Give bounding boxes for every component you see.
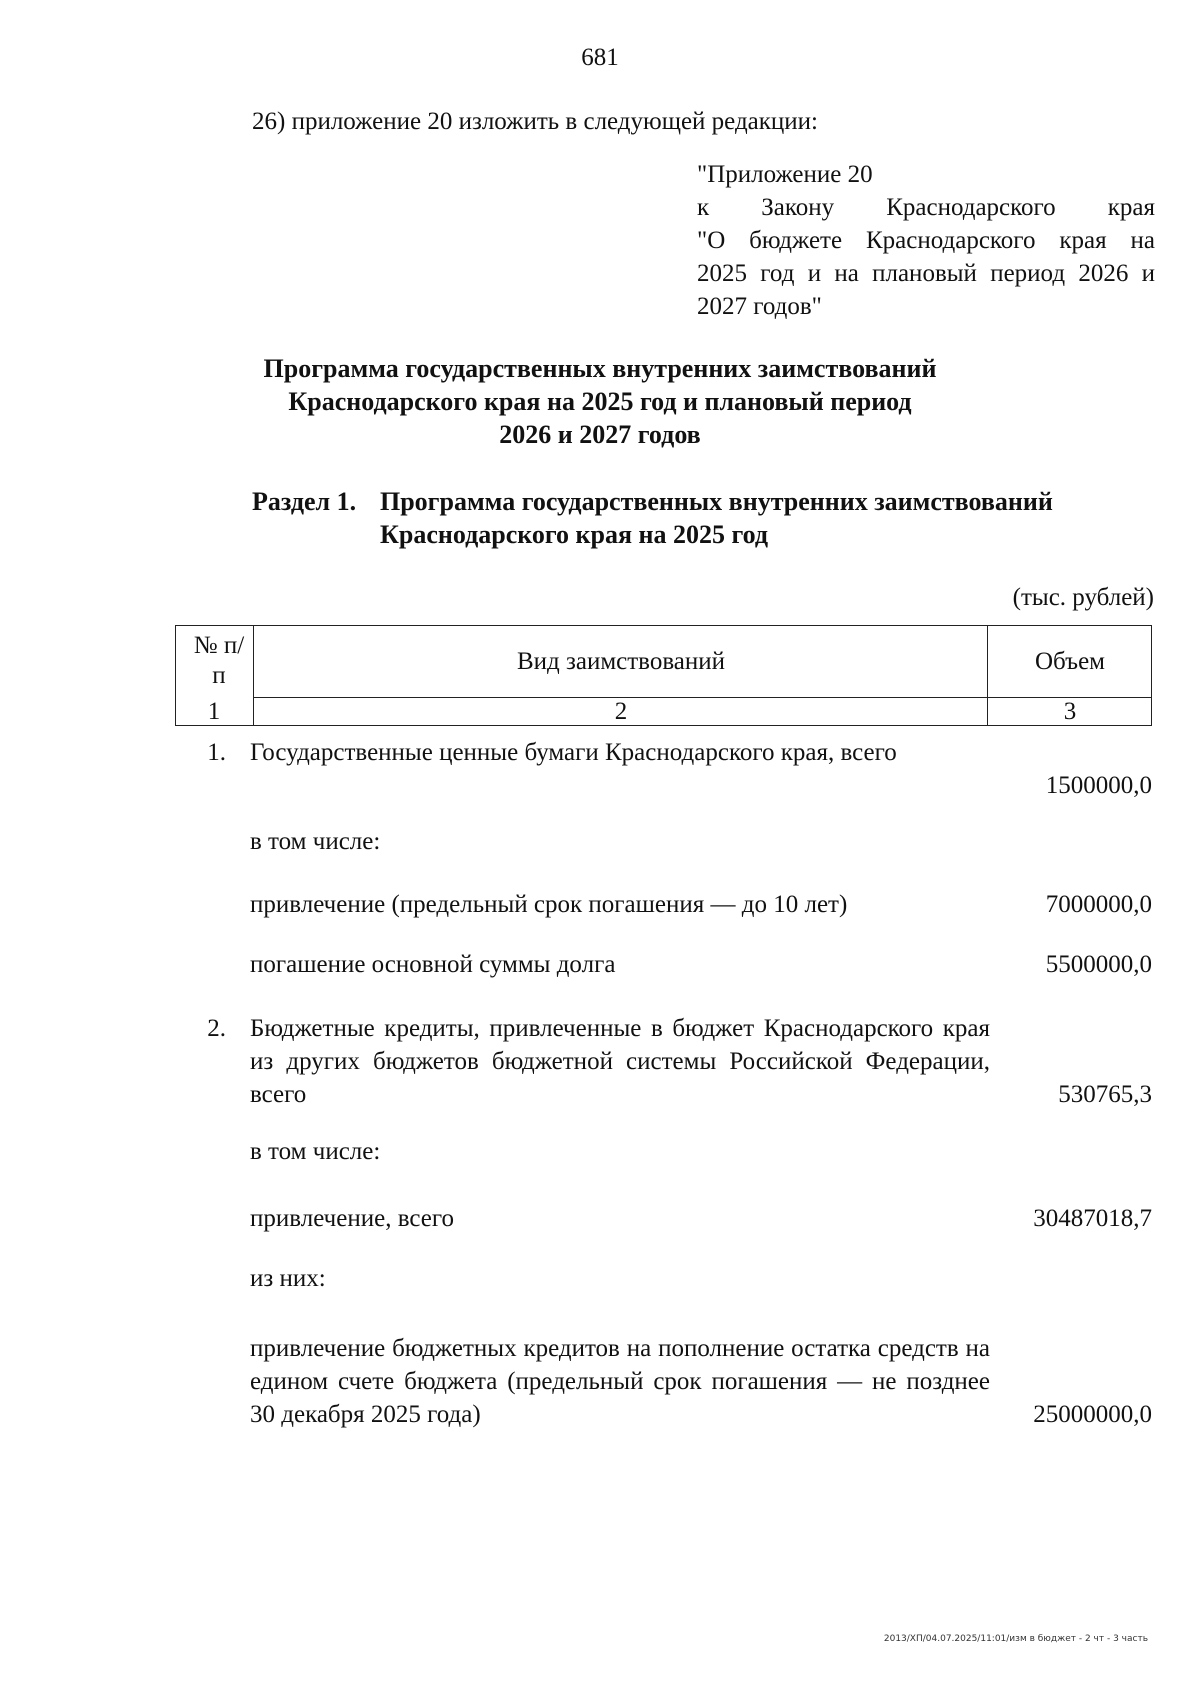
unit-label: (тыс. рублей): [1012, 584, 1154, 611]
row-text: из них:: [250, 1265, 326, 1292]
row-value: 1500000,0: [1045, 772, 1152, 799]
header-index-1: 1: [207, 698, 221, 725]
header-col-volume: Объем: [1035, 648, 1105, 675]
row-text: погашение основной суммы долга: [250, 951, 616, 978]
row-value: 530765,3: [1058, 1081, 1152, 1108]
section-label: Раздел 1.: [252, 487, 357, 516]
appendix-line: 2027 годов": [697, 293, 822, 320]
appendix-line: 2025 год и на плановый период 2026 и: [697, 260, 1155, 287]
header-divider: [253, 625, 254, 726]
appendix-line: "Приложение 20: [697, 161, 873, 188]
row-text: привлечение, всего: [250, 1205, 454, 1232]
row-value: 30487018,7: [1033, 1205, 1152, 1232]
footer-reference: 2013/XП/04.07.2025/11:01/изм в бюджет - 2 чт - 3 часть: [883, 1634, 1148, 1644]
row-value: 5500000,0: [1045, 951, 1152, 978]
appendix-header: [697, 158, 1155, 323]
header-index-3: 3: [1063, 698, 1077, 725]
row-text: в том числе:: [250, 1138, 381, 1165]
header-border-right: [1151, 625, 1152, 726]
intro-paragraph: 26) приложение 20 изложить в следующей редакции:: [252, 108, 818, 135]
header-col-number: № п/п: [193, 632, 245, 689]
header-col-type: Вид заимствований: [516, 648, 726, 675]
section-title: [380, 485, 1140, 551]
header-index-2: 2: [614, 698, 628, 725]
document-title: [0, 352, 1200, 451]
appendix-line: "О бюджете Краснодарского края на: [697, 227, 1155, 254]
section-title-line: Программа государственных внутренних заимствований: [380, 487, 1053, 516]
row-text: Государственные ценные бумаги Краснодарского края, всего: [250, 739, 897, 766]
header-border-top: [175, 625, 1152, 626]
row-value: 25000000,0: [1033, 1401, 1152, 1428]
table-header: [175, 625, 1152, 728]
page-number: 681: [581, 44, 619, 71]
row-text: в том числе:: [250, 828, 381, 855]
row-text: привлечение бюджетных кредитов на пополнение остатка средств на едином счете бюджета (предельный срок погашения — не позднее 30 декабря 2025 года): [250, 1335, 990, 1428]
row-text: привлечение (предельный срок погашения — до 10 лет): [250, 891, 848, 918]
title-line: 2026 и 2027 годов: [499, 420, 701, 449]
header-divider: [987, 625, 988, 726]
title-line: Краснодарского края на 2025 год и плановый период: [288, 387, 912, 416]
row-number: 2.: [207, 1015, 226, 1042]
row-text: Бюджетные кредиты, привлеченные в бюджет Краснодарского края из других бюджетов бюджетной системы Российской Федерации, всего: [250, 1015, 990, 1108]
section-title-line: Краснодарского края на 2025 год: [380, 520, 769, 549]
title-line: Программа государственных внутренних заимствований: [263, 354, 937, 383]
row-value: 7000000,0: [1045, 891, 1152, 918]
appendix-line: к Закону Краснодарского края: [697, 194, 1155, 221]
row-number: 1.: [207, 739, 226, 766]
